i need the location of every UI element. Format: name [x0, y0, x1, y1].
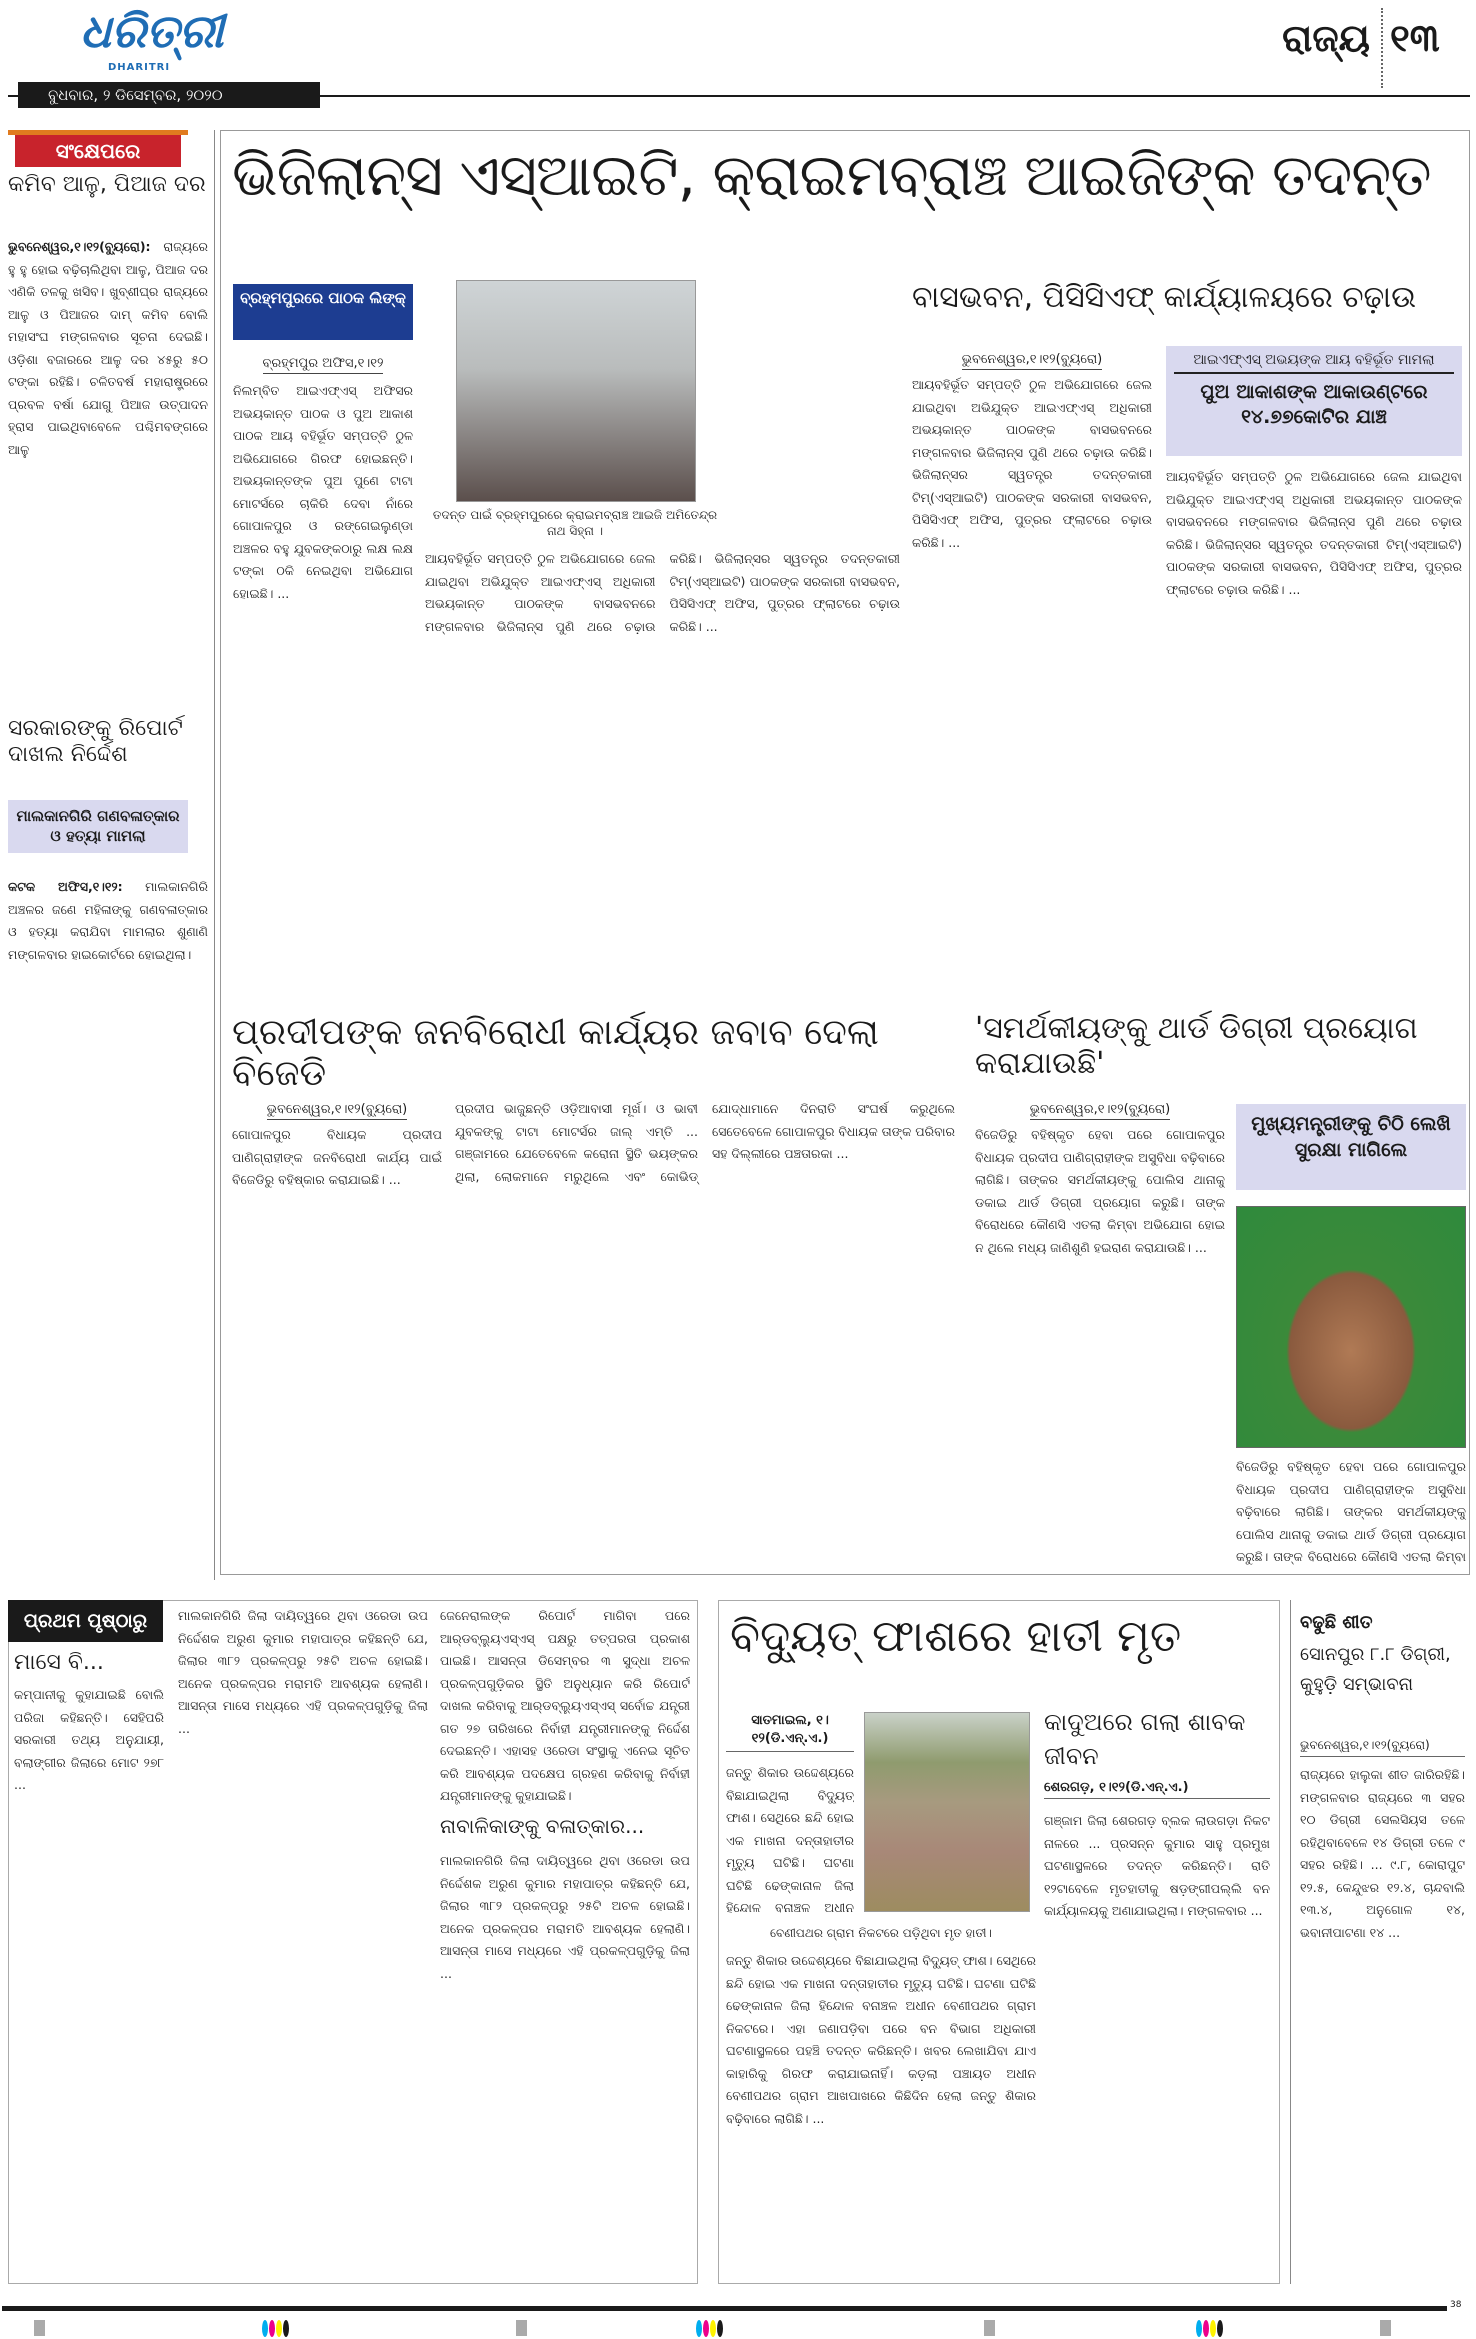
cold-dateline: ଭୁବନେଶ୍ୱର,୧।୧୨(ବ୍ୟୁରୋ) — [1300, 1738, 1465, 1757]
cold-headline: ସୋନପୁର ୮.୮ ଡିଗ୍ରୀ, କୁହୁଡ଼ି ସମ୍ଭାବନା — [1300, 1644, 1451, 1695]
registration-mark — [516, 2320, 527, 2336]
page-number: ୧୩ — [1390, 16, 1440, 60]
lead-highlight-box — [1166, 346, 1462, 456]
elephant-body-intro: ଜନ୍ତୁ ଶିକାର ଉଦ୍ଦେଶ୍ୟରେ ବିଛାଯାଇଥିଲା ବିଦ୍ୟୁତ୍ ଫାଶ। ସେଥିରେ ଛନ୍ଦି ହୋଇ ଏକ ମାଖନା ଦନ୍ତାହାତୀର ମୃତ୍ୟୁ ଘଟିଛି। ଘଟଣା ଘଟିଛି ଢେଙ୍କାନାଳ ଜିଲା ହିନ୍ଦୋଳ ବନାଞ୍ଚଳ ଅଧୀନ — [726, 1765, 854, 1915]
third-degree-dateline-wrap — [975, 1098, 1225, 1120]
sidebar-box-title: ବ୍ରହ୍ମପୁରରେ ପାଠକ ଲିଙ୍କ୍ — [233, 284, 413, 340]
front-page-tag: ପ୍ରଥମ ପୃଷ୍ଠାରୁ — [8, 1600, 163, 1642]
cmyk-mark — [1196, 2320, 1223, 2337]
bjd-body-col2: ପ୍ରଦୀପ ଭାଜୁଛନ୍ତି ଓଡ଼ିଆବାସୀ ମୂର୍ଖ। ଓ ଭାବୀ ଯୁବକଙ୍କୁ ଟାଟା ମୋଟର୍ସର ଜାଲ୍ ଏମ୍ତି ... ଗଞ୍ଜାମରେ ଯେତେବେଳେ କରୋନା ସ୍ଥିତି ଭୟଙ୍କର ଥିଲା, ଲୋକମାନେ ମରୁଥିଲେ ଏବଂ କୋଭିଡ୍ ଯୋଦ୍ଧାମାନେ ଦିନରାତି ସଂଘର୍ଷ କରୁଥିଲେ ସେତେବେଳେ ଗୋପାଳପୁର ବିଧାୟକ ତାଙ୍କ ପରିବାର ସହ ଦିଲ୍ଲୀରେ ପଞ୍ଚତାରକା ... — [455, 1101, 955, 1184]
cmyk-mark — [696, 2320, 723, 2337]
front-headline-1: ମାସେ ବି... — [14, 1650, 104, 1675]
third-degree-body: ବିଜେଡିରୁ ବହିଷ୍କୃତ ହେବା ପରେ ଗୋପାଳପୁର ବିଧାୟକ ପ୍ରଦୀପ ପାଣିଗ୍ରାହୀଙ୍କ ଅସୁବିଧା ବଢ଼ିବାରେ ଲାଗିଛି। ତାଙ୍କର ସମର୍ଥକୀୟଙ୍କୁ ପୋଲିସ ଥାନାକୁ ଡକାଇ ଥାର୍ଡ ଡିଗ୍ରୀ ପ୍ରୟୋଗ କରୁଛି। ତାଙ୍କ ବିରୋଧରେ କୌଣସି ଏତଲା କିମ୍ବା ଅଭିଯୋଗ ହୋଇ ନ ଥିଲେ ମଧ୍ୟ ଜାଣିଶୁଣି ହଇରାଣ କରାଯାଉଛି। ... — [975, 1127, 1225, 1255]
lead-body-col3: ଆୟବହିର୍ଭୂତ ସମ୍ପତ୍ତି ଠୁଳ ଅଭିଯୋଗରେ ଜେଲ ଯାଇଥିବା ଅଭିଯୁକ୍ତ ଆଇଏଫ୍‌ଏସ୍ ଅଧିକାରୀ ଅଭୟକାନ୍ତ ପାଠକଙ୍କ ବାସଭବନରେ ମଙ୍ଗଳବାର ଭିଜିଲାନ୍ସ ପୁଣି ଥରେ ଚଢ଼ାଉ କରିଛି। ଭିଜିଲାନ୍ସର ସ୍ୱତନ୍ତ୍ର ତଦନ୍ତକାରୀ ଟିମ୍(ଏସ୍‌ଆଇଟି) ପାଠକଙ୍କ ସରକାରୀ ବାସଭବନ, ପିସିସିଏଫ୍ ଅଫିସ, ପୁତ୍ରର ଫ୍ଲାଟରେ ଚଢ଼ାଉ କରିଛି। ... — [1166, 469, 1462, 597]
newspaper-logo: ଧରିତ୍ରୀ — [80, 4, 224, 58]
front-body-3: ଜେନେରାଲଙ୍କ ରିପୋର୍ଟ ମାଗିବା ପରେ ଆର୍‌ଡବ୍ଲ୍ୟୁଏସ୍‌ଏସ୍ ପକ୍ଷରୁ ତତ୍ପରତା ପ୍ରକାଶ ପାଇଛି। ଆସନ୍ତା ଡିସେମ୍ବର ୩ ସୁଦ୍ଧା ଅଚଳ ପ୍ରକଳ୍ପଗୁଡ଼ିକର ସ୍ଥିତି ଅନୁଧ୍ୟାନ କରି ରିପୋର୍ଟ ଦାଖଲ କରିବାକୁ ଆର୍‌ଡବ୍ଲ୍ୟୁଏସ୍‌ଏସ୍ ସର୍ବୋଚ୍ଚ ଯନ୍ତ୍ରୀ ଗତ ୨୭ ତାରିଖରେ ନିର୍ବାହୀ ଯନ୍ତ୍ରୀମାନଙ୍କୁ ନିର୍ଦ୍ଦେଶ ଦେଇଛନ୍ତି। ଏହାସହ ଓରେଡା ସଂସ୍ଥାକୁ ଏନେଇ ସୂଚିତ କରି ଆବଶ୍ୟକ ପଦକ୍ଷେପ ଗ୍ରହଣ କରିବାକୁ ନିର୍ବାହୀ ଯନ୍ତ୍ରୀମାନଙ୍କୁ କୁହାଯାଇଛି। — [440, 1608, 690, 1803]
registration-mark — [34, 2320, 45, 2336]
third-degree-headline: 'ସମର୍ଥକୀୟଙ୍କୁ ଥାର୍ଡ ଡିଗ୍ରୀ ପ୍ରୟୋଗ କରାଯାଉଛି' — [975, 1011, 1418, 1081]
front-body-4: ମାଲକାନଗିରି ଜିଲା ଦାୟିତ୍ୱରେ ଥିବା ଓରେଡା ଉପ ନିର୍ଦ୍ଦେଶକ ଅରୁଣ କୁମାର ମହାପାତ୍ର କହିଛନ୍ତି ଯେ, ଜିଲାର ୩୮୨ ପ୍ରକଳ୍ପରୁ ୨୫ଟି ଅଚଳ ହୋଇଛି। ଅନେକ ପ୍ରକଳ୍ପର ମରାମତି ଆବଶ୍ୟକ ହେଲାଣି। ଆସନ୍ତା ମାସେ ମଧ୍ୟରେ ଏହି ପ୍ରକଳ୍ପଗୁଡ଼ିକୁ ଜିଲା ... — [440, 1853, 690, 1981]
third-degree-body-col2: ବିଜେଡିରୁ ବହିଷ୍କୃତ ହେବା ପରେ ଗୋପାଳପୁର ବିଧାୟକ ପ୍ରଦୀପ ପାଣିଗ୍ରାହୀଙ୍କ ଅସୁବିଧା ବଢ଼ିବାରେ ଲାଗିଛି। ତାଙ୍କର ସମର୍ଥକୀୟଙ୍କୁ ପୋଲିସ ଥାନାକୁ ଡକାଇ ଥାର୍ଡ ଡିଗ୍ରୀ ପ୍ରୟୋଗ କରୁଛି। ତାଙ୍କ ବିରୋଧରେ କୌଣସି ଏତଲା କିମ୍ବା — [1236, 1459, 1466, 1564]
briefs-tag: ସଂକ୍ଷେପରେ — [15, 135, 181, 167]
sidebar-body: ନିଲମ୍ବିତ ଆଇଏଫ୍‌ଏସ୍ ଅଫିସର ଅଭୟକାନ୍ତ ପାଠକ ଓ ପୁଅ ଆକାଶ ପାଠକ ଆୟ ବହିର୍ଭୂତ ସମ୍ପତ୍ତି ଠୁଳ ଅଭିଯୋଗରେ ଗିରଫ ହୋଇଛନ୍ତି। ଅଭୟକାନ୍ତଙ୍କ ପୁଅ ପୁଣେ ଟାଟା ମୋଟର୍ସରେ ଚାକିରି ଦେବା ନାଁରେ ଗୋପାଳପୁର ଓ ରଙ୍ଗେଇଲୁଣ୍ଡା ଅଞ୍ଚଳର ବହୁ ଯୁବକଙ୍କଠାରୁ ଲକ୍ଷ ଲକ୍ଷ ଟଙ୍କା ଠକି ନେଇଥିବା ଅଭିଯୋଗ ହୋଇଛି। ... — [233, 383, 413, 601]
sidebar-dateline-wrap — [233, 352, 413, 374]
lead-dateline: ଭୁବନେଶ୍ୱର,୧।୧୨(ବ୍ୟୁରୋ) — [962, 352, 1103, 370]
brief1-dateline: ଭୁବନେଶ୍ୱର,୧।୧୨(ବ୍ୟୁରୋ): — [8, 239, 151, 254]
registration-mark — [1380, 2320, 1391, 2336]
cold-body: ରାଜ୍ୟରେ ହାଲୁକା ଶୀତ ଜାରିରହିଛି। ମଙ୍ଗଳବାର ରାଜ୍ୟରେ ୩ ସହର ୧୦ ଡିଗ୍ରୀ ସେଲସିୟସ ତଳେ ରହିଥିବାବେଳେ ୧୪ ଡିଗ୍ରୀ ତଳେ ୯ ସହର ରହିଛି। ... ୯.୮, କୋରାପୁଟ ୧୨.୫, କେନ୍ଦୁଝର ୧୨.୪, ଚାନ୍ଦବାଲି ୧୩.୪, ଅନୁଗୋଳ ୧୪, ଭବାନୀପାଟଣା ୧୪ ... — [1300, 1767, 1465, 1940]
cold-kicker: ବଢୁଛି ଶୀତ — [1300, 1612, 1373, 1633]
brief2-subhead: ମାଲକାନଗିରି ଗଣବଳାତ୍କାର ଓ ହତ୍ୟା ମାମଲା — [8, 800, 188, 853]
lead-subheadline: ବାସଭବନ, ପିସିସିଏଫ୍ କାର୍ଯ୍ୟାଳୟରେ ଚଢ଼ାଉ — [912, 280, 1417, 315]
front-headline-2: ନାବାଳିକାଙ୍କୁ ବଳାତ୍କାର... — [440, 1814, 645, 1838]
cmyk-mark — [262, 2320, 289, 2337]
section-name: ରାଜ୍ୟ — [1282, 16, 1370, 60]
lead-headline: ଭିଜିଲାନ୍ସ ଏସ୍‌ଆଇଟି, କ୍ରାଇମବ୍ରାଞ୍ଚ ଆଇଜିଙ୍କ ତଦନ୍ତ — [232, 141, 1431, 209]
page-code: 38 — [1450, 2300, 1462, 2310]
calf-body: ଗଞ୍ଜାମ ଜିଲା ଶେରଗଡ଼ ବ୍ଲକ ଲାଉଗଡ଼ା ନିକଟ ନାଳରେ ... ପ୍ରସନ୍ନ କୁମାର ସାହୁ ପ୍ରମୁଖ ଘଟଣାସ୍ଥଳରେ ତଦନ୍ତ କରିଛନ୍ତି। ରାତି ୧୨ଟାବେଳେ ମୃତହାତୀକୁ ଷଡ଼ଙ୍ଗୀପଲ୍ଲି ବନ କାର୍ଯ୍ୟାଳୟକୁ ଅଣାଯାଇଥିଲା। ମଙ୍ଗଳବାର ... — [1044, 1813, 1270, 1918]
bjd-dateline: ଭୁବନେଶ୍ୱର,୧।୧୨(ବ୍ୟୁରୋ) — [267, 1102, 408, 1120]
cold-column-rule — [1290, 1600, 1291, 2284]
section-divider — [1381, 8, 1383, 88]
lead-body: ଆୟବହିର୍ଭୂତ ସମ୍ପତ୍ତି ଠୁଳ ଅଭିଯୋଗରେ ଜେଲ ଯାଇଥିବା ଅଭିଯୁକ୍ତ ଆଇଏଫ୍‌ଏସ୍ ଅଧିକାରୀ ଅଭୟକାନ୍ତ ପାଠକଙ୍କ ବାସଭବନରେ ମଙ୍ଗଳବାର ଭିଜିଲାନ୍ସ ପୁଣି ଥରେ ଚଢ଼ାଉ କରିଛି। ଭିଜିଲାନ୍ସର ସ୍ୱତନ୍ତ୍ର ତଦନ୍ତକାରୀ ଟିମ୍(ଏସ୍‌ଆଇଟି) ପାଠକଙ୍କ ସରକାରୀ ବାସଭବନ, ପିସିସିଏଫ୍ ଅଫିସ, ପୁତ୍ରର ଫ୍ଲାଟରେ ଚଢ଼ାଉ କରିଛି। ... — [912, 377, 1152, 550]
bjd-dateline-wrap — [232, 1098, 442, 1120]
lead-dateline-wrap — [912, 348, 1152, 370]
third-degree-dateline: ଭୁବନେଶ୍ୱର,୧।୧୨(ବ୍ୟୁରୋ) — [1030, 1102, 1171, 1120]
brief2-dateline: କଟକ ଅଫିସ,୧।୧୨: — [8, 879, 123, 894]
officials-photo-caption: ତଦନ୍ତ ପାଇଁ ବ୍ରହ୍ମପୁରରେ କ୍ରାଇମବ୍ରାଞ୍ଚ ଆଇଜି ଅମିତେନ୍ଦ୍ର ନାଥ ସିହ୍ନା । — [432, 508, 718, 538]
cm-letter-box: ମୁଖ୍ୟମନ୍ତ୍ରୀଙ୍କୁ ଚିଠି ଲେଖି ସୁରକ୍ଷା ମାଗିଲେ — [1236, 1104, 1466, 1190]
brief2-headline: ସରକାରଙ୍କୁ ରିପୋର୍ଟ ଦାଖଲ ନିର୍ଦ୍ଦେଶ — [8, 716, 183, 768]
calf-dateline: ଶେରଗଡ଼, ୧।୧୨(ଡି.ଏନ୍.ଏ.) — [1044, 1780, 1270, 1799]
sidebar-dateline: ବ୍ରହ୍ମପୁର ଅଫିସ,୧।୧୨ — [263, 356, 384, 374]
brief1-body — [8, 236, 208, 706]
elephant-body: ଜନ୍ତୁ ଶିକାର ଉଦ୍ଦେଶ୍ୟରେ ବିଛାଯାଇଥିଲା ବିଦ୍ୟୁତ୍ ଫାଶ। ସେଥିରେ ଛନ୍ଦି ହୋଇ ଏକ ମାଖନା ଦନ୍ତାହାତୀର ମୃତ୍ୟୁ ଘଟିଛି। ଘଟଣା ଘଟିଛି ଢେଙ୍କାନାଳ ଜିଲା ହିନ୍ଦୋଳ ବନାଞ୍ଚଳ ଅଧୀନ ବେଣୀପଥର ଗ୍ରାମ ନିକଟରେ। ଏହା ଜଣାପଡ଼ିବା ପରେ ବନ ବିଭାଗ ଅଧିକାରୀ ଘଟଣାସ୍ଥଳରେ ପହଞ୍ଚି ତଦନ୍ତ କରିଛନ୍ତି। ଖବର ଲେଖାଯିବା ଯାଏ କାହାରିକୁ ଗିରଫ କରାଯାଇନାହିଁ। କଡ଼ଲା ପଞ୍ଚାୟତ ଅଧୀନ ବେଣୀପଥର ଗ୍ରାମ ଆଖପାଖରେ କିଛିଦିନ ହେଲା ଜନ୍ତୁ ଶିକାର ବଢ଼ିବାରେ ଲାଗିଛି। ... — [726, 1953, 1036, 2126]
brief1-text: ରାଜ୍ୟରେ ହୁ ହୁ ହୋଇ ବଢ଼ିଚାଲିଥିବା ଆଳୁ, ପିଆଜ ଦର ଏଣିକି ତଳକୁ ଖସିବ। ଖୁବ୍‌ଶୀଘ୍ର ରାଜ୍ୟରେ ଆଳୁ ଓ ପିଆଜର ଦାମ୍ କମିବ ବୋଲି ମହାସଂଘ ମଙ୍ଗଳବାର ସୂଚନା ଦେଇଛି। ଓଡ଼ିଶା ବଜାରରେ ଆଳୁ ଦର ୪୫ରୁ ୫୦ ଟଙ୍କା ରହିଛି। ଚଳିତବର୍ଷ ମହାରାଷ୍ଟ୍ରରେ ପ୍ରବଳ ବର୍ଷା ଯୋଗୁ ପିଆଜ ଉତ୍ପାଦନ ହ୍ରାସ ପାଇଥିବାବେଳେ ପଶ୍ଚିମବଙ୍ଗରେ ଆଳୁ — [8, 239, 208, 457]
brief2-body — [8, 876, 208, 1581]
brief1-headline: କମିବ ଆଳୁ, ପିଆଜ ଦର — [8, 172, 206, 197]
bjd-headline: ପ୍ରଦୀପଙ୍କ ଜନବିରୋଧୀ କାର୍ଯ୍ୟର ଜବାବ ଦେଲା ବିଜେଡି — [232, 1012, 879, 1095]
elephant-photo-caption: ବେଣୀପଥର ଗ୍ରାମ ନିକଟରେ ପଡ଼ିଥିବା ମୃତ ହାତୀ। — [770, 1926, 992, 1940]
elephant-headline: ବିଦ୍ୟୁତ୍ ଫାଶରେ ହାତୀ ମୃତ — [730, 1611, 1182, 1662]
left-column-rule — [214, 130, 215, 1580]
registration-mark — [984, 2320, 995, 2336]
mla-portrait — [1236, 1206, 1466, 1448]
officials-photo — [456, 280, 696, 502]
brief2-text: ମାଲକାନଗିରି ଅଞ୍ଚଳର ଜଣେ ମହିଳାଙ୍କୁ ଗଣବଳାତ୍କାର ଓ ହତ୍ୟା କରାଯିବା ମାମଲାର ଶୁଣାଣି ମଙ୍ଗଳବାର ହାଇକୋର୍ଟରେ ହୋଇଥିଲା। — [8, 879, 208, 962]
footer-rule — [2, 2306, 1447, 2311]
elephant-photo — [864, 1712, 1030, 1912]
front-body-1: କମ୍ପାନୀକୁ କୁହାଯାଇଛି ବୋଲି ପରିଜା କହିଛନ୍ତି। ସେହିପରି ସରକାରୀ ତଥ୍ୟ ଅନୁଯାୟୀ, ବଲାଙ୍ଗୀର ଜିଲାରେ ମୋଟ ୨୭୮ ... — [14, 1687, 164, 1792]
bjd-body-col1: ଗୋପାଳପୁର ବିଧାୟକ ପ୍ରଦୀପ ପାଣିଗ୍ରାହୀଙ୍କ ଜନବିରୋଧୀ କାର୍ଯ୍ୟ ପାଇଁ ବିଜେଡିରୁ ବହିଷ୍କାର କରାଯାଇଛି। ... — [232, 1127, 442, 1187]
elephant-dateline: ସାତମାଇଲ, ୧।୧୨(ଡି.ଏନ୍.ଏ.) — [726, 1712, 854, 1752]
issue-date: ବୁଧବାର, ୨ ଡିସେମ୍ବର, ୨୦୨୦ — [18, 82, 320, 108]
highlight-kicker: ଆଇଏଫ୍‌ଏସ୍ ଅଭୟଙ୍କ ଆୟ ବହିର୍ଭୂତ ମାମଲା — [1174, 352, 1454, 374]
front-body-2: ମାଲକାନଗିରି ଜିଲା ଦାୟିତ୍ୱରେ ଥିବା ଓରେଡା ଉପ ନିର୍ଦ୍ଦେଶକ ଅରୁଣ କୁମାର ମହାପାତ୍ର କହିଛନ୍ତି ଯେ, ଜିଲାର ୩୮୨ ପ୍ରକଳ୍ପରୁ ୨୫ଟି ଅଚଳ ହୋଇଛି। ଅନେକ ପ୍ରକଳ୍ପର ମରାମତି ଆବଶ୍ୟକ ହେଲାଣି। ଆସନ୍ତା ମାସେ ମଧ୍ୟରେ ଏହି ପ୍ରକଳ୍ପଗୁଡ଼ିକୁ ଜିଲା ... — [178, 1608, 428, 1736]
newspaper-logo-latin: DHARITRI — [108, 62, 171, 73]
lead-body-continued: ଆୟବହିର୍ଭୂତ ସମ୍ପତ୍ତି ଠୁଳ ଅଭିଯୋଗରେ ଜେଲ ଯାଇଥିବା ଅଭିଯୁକ୍ତ ଆଇଏଫ୍‌ଏସ୍ ଅଧିକାରୀ ଅଭୟକାନ୍ତ ପାଠକଙ୍କ ବାସଭବନରେ ମଙ୍ଗଳବାର ଭିଜିଲାନ୍ସ ପୁଣି ଥରେ ଚଢ଼ାଉ କରିଛି। ଭିଜିଲାନ୍ସର ସ୍ୱତନ୍ତ୍ର ତଦନ୍ତକାରୀ ଟିମ୍(ଏସ୍‌ଆଇଟି) ପାଠକଙ୍କ ସରକାରୀ ବାସଭବନ, ପିସିସିଏଫ୍ ଅଫିସ, ପୁତ୍ରର ଫ୍ଲାଟରେ ଚଢ଼ାଉ କରିଛି। ... — [425, 551, 900, 634]
calf-headline: କାଦୁଅରେ ଗଲା ଶାବକ ଜୀବନ — [1044, 1708, 1246, 1770]
highlight-headline: ପୁଅ ଆକାଶଙ୍କ ଆକାଉଣ୍ଟରେ ୧୪.୭୭କୋଟିର ଯାଞ୍ଚ — [1200, 381, 1428, 428]
